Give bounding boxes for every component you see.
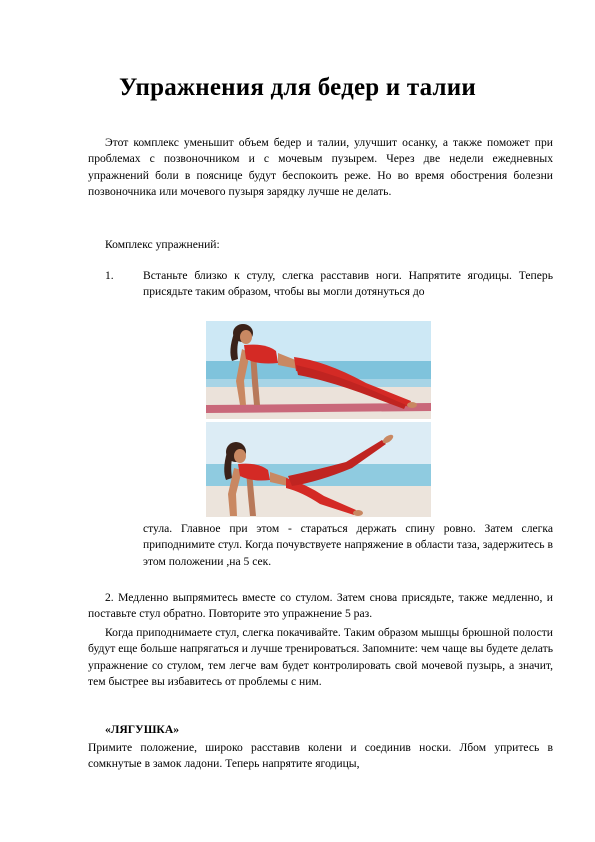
list-number: 1. bbox=[105, 269, 114, 282]
step2-text: 2. Медленно выпрямитесь вместе со стулом. Затем снова присядьте, также медленно, и поставьте стул обратно. Повторите это упражнение 5 раз. bbox=[88, 591, 553, 621]
complex-label: Комплекс упражнений: bbox=[105, 238, 220, 251]
exercise-photo-1 bbox=[206, 321, 431, 419]
leg-raise-illustration bbox=[206, 422, 431, 517]
step2-note: Когда приподнимаете стул, слегка покачивайте. Таким образом мышцы брюшной полости будут еще больше напрягаться и лучше тренироваться. Запомните: чем чаще вы будете делать упражнение со стулом, тем легче вам будет контролировать свой мочевой пузырь, а значит, тем быстрее вы избавитесь от проблемы с ним. bbox=[88, 626, 553, 689]
exercise-photo-2 bbox=[206, 422, 431, 517]
page-title: Упражнения для бедер и талии bbox=[119, 74, 476, 101]
intro-paragraph: Этот комплекс уменьшит объем бедер и талии, улучшит осанку, а также поможет при проблемах с позвоночником и с мочевым пузырем. Через две недели ежедневных упражнений боли в пояснице будут беспокоить реже. Но во время обострения болезни позвоночника или мочевого пузыря зарядку лучше не делать. bbox=[88, 136, 553, 199]
frog-text: Примите положение, широко расставив колени и соединив носки. Лбом упритесь в сомкнутые в замок ладони. Теперь напрятите ягодицы, bbox=[88, 741, 553, 771]
step1-text: Встаньте близко к стулу, слегка расставив ноги. Напрятите ягодицы. Теперь присядьте таким образом, чтобы вы могли дотянуться до bbox=[143, 269, 553, 299]
step1-continued: стула. Главное при этом - стараться держать спину ровно. Затем слегка приподнимите стул. Когда почувствуете напряжение в области таза, задержитесь в этом положении ,на 5 сек. bbox=[143, 522, 553, 568]
frog-heading: «ЛЯГУШКА» bbox=[105, 723, 180, 736]
reverse-plank-illustration bbox=[206, 321, 431, 419]
